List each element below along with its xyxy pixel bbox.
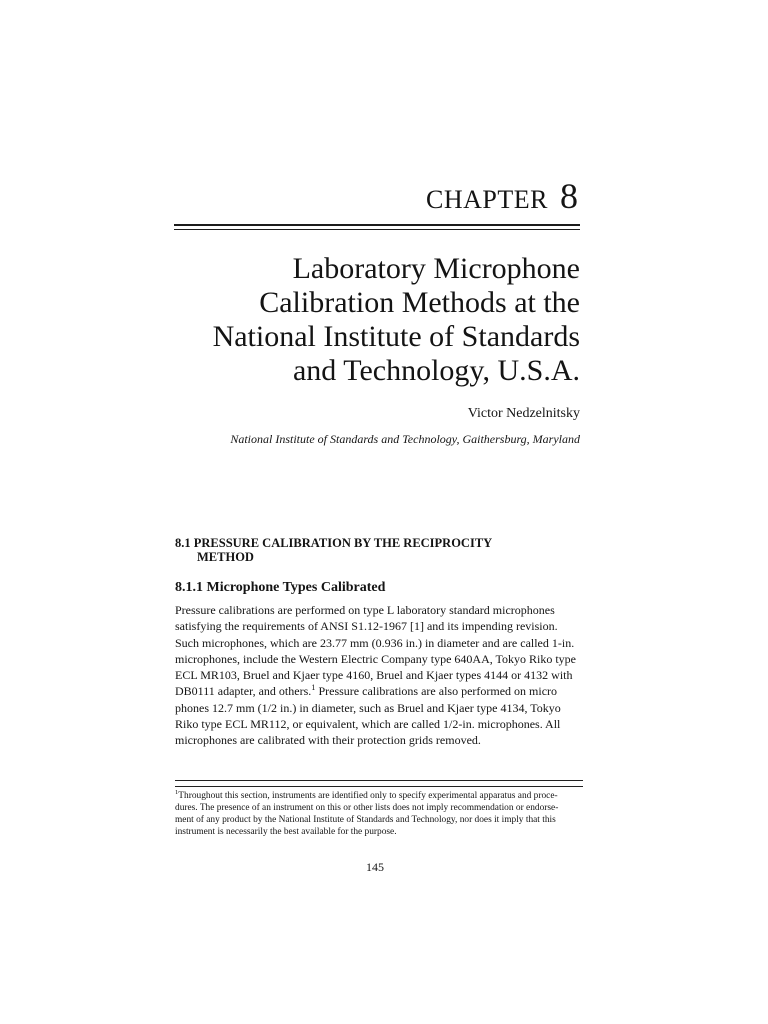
body-line-part: Pressure calibrations are also performed on micro — [315, 684, 558, 699]
body-line: Such microphones, which are 23.77 mm (0.936 in.) in diameter and are called 1-in. — [175, 635, 575, 650]
author-name: Victor Nedzelnitsky — [467, 406, 580, 421]
body-line: phones 12.7 mm (1/2 in.) in diameter, such as Bruel and Kjaer type 4134, Tokyo — [175, 700, 561, 715]
body-line: ECL MR103, Bruel and Kjaer type 4160, Bruel and Kjaer types 4144 or 4132 with — [175, 668, 573, 683]
section-heading — [175, 536, 492, 564]
body-line: satisfying the requirements of ANSI S1.12-1967 [1] and its impending revision. — [175, 619, 558, 634]
footnote-reference: 1 — [311, 683, 316, 693]
body-line — [175, 683, 585, 699]
title-line: Laboratory Microphone — [292, 252, 580, 285]
footnote-line — [175, 790, 585, 802]
footnote-marker: 1 — [175, 788, 179, 796]
chapter-label: CHAPTER — [426, 185, 548, 214]
chapter-rule-thin — [174, 229, 580, 230]
chapter-rule-thick — [174, 224, 580, 226]
chapter-heading — [426, 178, 578, 214]
title-line: and Technology, U.S.A. — [292, 354, 580, 387]
title-line: National Institute of Standards — [212, 320, 580, 353]
section-heading-line: METHOD — [197, 550, 254, 564]
chapter-number: 8 — [560, 176, 578, 216]
footnote-rule-bottom — [175, 786, 583, 787]
footnote — [175, 790, 585, 838]
footnote-line: dures. The presence of an instrument on this or other lists does not imply recommendation or endorse- — [175, 803, 559, 813]
footnote-line: ment of any product by the National Institute of Standards and Technology, nor does it imply that this — [175, 815, 556, 825]
chapter-title — [160, 252, 580, 388]
body-line-part: DB0111 adapter, and others. — [175, 684, 312, 699]
title-line: Calibration Methods at the — [259, 286, 580, 319]
body-line: microphones, include the Western Electric Company type 640AA, Tokyo Riko type — [175, 651, 577, 666]
body-line: microphones are calibrated with their protection grids removed. — [175, 733, 481, 748]
page-number: 145 — [366, 860, 384, 874]
body-line: Riko type ECL MR112, or equivalent, which are called 1/2-in. microphones. All — [175, 717, 561, 732]
author-affiliation: National Institute of Standards and Technology, Gaithersburg, Maryland — [230, 432, 580, 446]
footnote-line: instrument is necessarily the best available for the purpose. — [175, 827, 397, 837]
footnote-rule-top — [175, 780, 583, 781]
footnote-text: Throughout this section, instruments are identified only to specify experimental apparatus and proce- — [178, 791, 558, 801]
body-paragraph — [175, 602, 585, 749]
body-line: Pressure calibrations are performed on type L laboratory standard microphones — [175, 603, 555, 617]
section-heading-line: 8.1 PRESSURE CALIBRATION BY THE RECIPROCITY — [175, 536, 493, 550]
subsection-heading: 8.1.1 Microphone Types Calibrated — [175, 580, 386, 595]
